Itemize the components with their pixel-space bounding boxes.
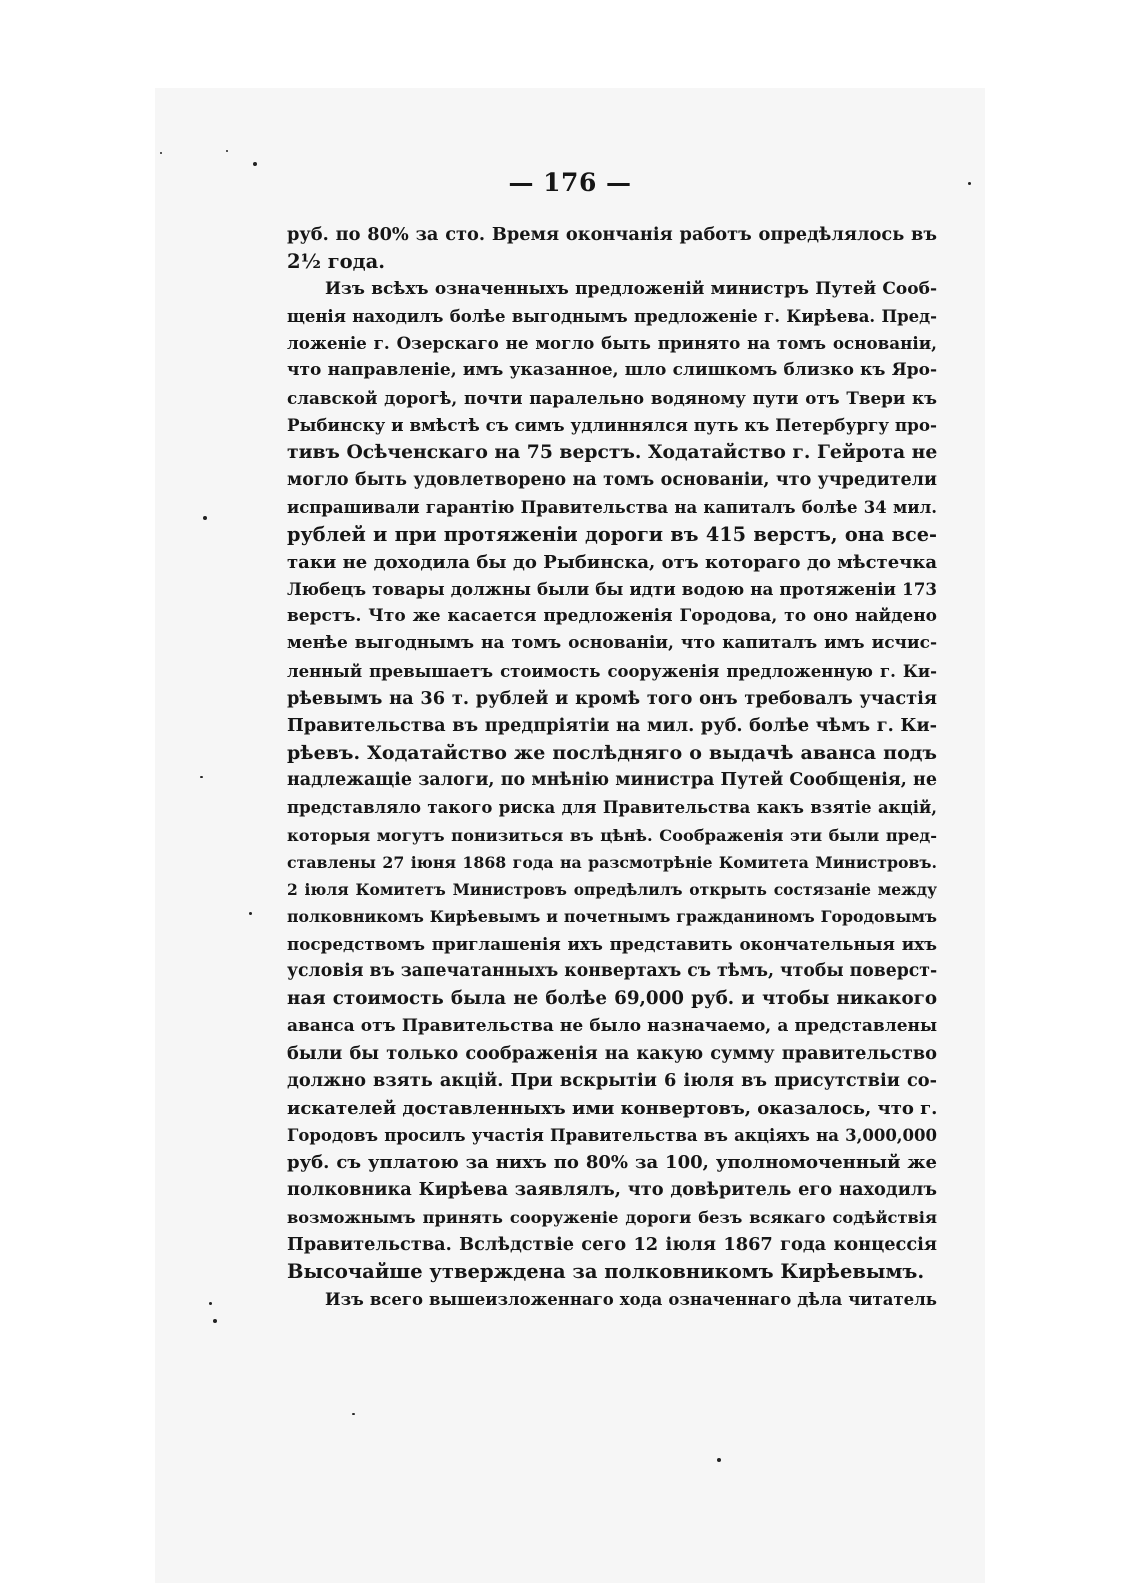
text-line: условія въ запечатанныхъ конвертахъ съ тѣмъ, чтобы поверст- [287, 961, 937, 982]
text-line: 2 іюля Комитетъ Министровъ опредѣлилъ открыть состязаніе между [287, 880, 937, 900]
text-line: возможнымъ принять сооруженіе дороги безъ всякаго содѣйствія [287, 1207, 937, 1227]
text-line: полковникомъ Кирѣевымъ и почетнымъ гражданиномъ Городовымъ [287, 907, 937, 927]
text-line: что направленіе, имъ указанное, шло слишкомъ близко къ Яро- [287, 360, 937, 381]
text-line: руб. съ уплатою за нихъ по 80% за 100, уполномоченный же [287, 1152, 937, 1174]
scan-speck [160, 152, 162, 154]
text-line: руб. по 80% за сто. Время окончанія работъ опредѣлялось въ [287, 224, 937, 245]
text-line: Высочайше утверждена за полковникомъ Кирѣевымъ. [287, 1260, 925, 1284]
text-line: Правительства въ предпріятіи на мил. руб. болѣе чѣмъ г. Ки- [287, 715, 937, 737]
text-line: верстъ. Что же касается предложенія Городова, то оно найдено [287, 606, 937, 627]
text-line: Любецъ товары должны были бы идти водою на протяженіи 173 [287, 578, 937, 599]
text-line: Рыбинску и вмѣстѣ съ симъ удлиннялся путь къ Петербургу про- [287, 415, 937, 436]
text-line: Городовъ просилъ участія Правительства въ акціяхъ на 3,000,000 [287, 1125, 937, 1145]
text-line: щенія находилъ болѣе выгоднымъ предложеніе г. Кирѣева. Пред- [287, 306, 937, 326]
scan-speck [717, 1458, 721, 1462]
scan-speck [200, 776, 203, 778]
text-line: могло быть удовлетворено на томъ основаніи, что учредители [287, 469, 937, 490]
text-line: ная стоимость была не болѣе 69,000 руб. и чтобы никакого [287, 988, 937, 1010]
text-line: должно взять акцій. При вскрытіи 6 іюля въ присутствіи со- [287, 1070, 937, 1092]
text-line: рублей и при протяженіи дороги въ 415 верстъ, она все- [287, 523, 937, 547]
scan-speck [213, 1319, 217, 1323]
body-text [287, 221, 937, 1313]
text-line: посредствомъ приглашенія ихъ представить окончательныя ихъ [287, 933, 937, 954]
text-line: искателей доставленныхъ ими конвертовъ, оказалось, что г. [287, 1097, 937, 1119]
text-line: надлежащіе залоги, по мнѣнію министра Путей Сообщенія, не [287, 769, 937, 790]
text-line: которыя могутъ понизиться въ цѣнѣ. Соображенія эти были пред- [287, 825, 937, 845]
text-line: аванса отъ Правительства не было назначаемо, а представлены [287, 1015, 937, 1036]
text-line: 2½ года. [287, 250, 386, 274]
text-line: Изъ всего вышеизложеннаго хода означеннаго дѣла читатель [325, 1289, 937, 1309]
text-line: представляло такого риска для Правительства какъ взятіе акцій, [287, 798, 937, 818]
text-line: были бы только соображенія на какую сумму правительство [287, 1042, 937, 1064]
text-line: ставлены 27 іюня 1868 года на разсмотрѣніе Комитета Министровъ. [287, 852, 937, 872]
scan-speck [226, 150, 228, 152]
text-line: славской дорогѣ, почти паралельно водяному пути отъ Твери къ [287, 387, 937, 408]
text-line: менѣе выгоднымъ на томъ основаніи, что капиталъ имъ исчис- [287, 633, 937, 654]
text-line: ленный превышаетъ стоимость сооруженія предложенную г. Ки- [287, 661, 937, 681]
text-line: Правительства. Вслѣдствіе сего 12 іюля 1867 года концессія [287, 1233, 937, 1255]
scan-speck [209, 1302, 212, 1305]
text-line: Изъ всѣхъ означенныхъ предложеній министръ Путей Сооб- [325, 278, 937, 299]
text-line: тивъ Осѣченскаго на 75 верстъ. Ходатайство г. Гейрота не [287, 441, 937, 464]
scan-speck [352, 1413, 355, 1415]
text-line: таки не доходила бы до Рыбинска, отъ котораго до мѣстечка [287, 551, 937, 573]
scan-speck [203, 516, 207, 520]
scan-speck [249, 912, 252, 915]
text-line: испрашивали гарантію Правительства на капиталъ болѣе 34 мил. [287, 497, 937, 517]
text-line: рѣевымъ на 36 т. рублей и кромѣ того онъ требовалъ участія [287, 688, 937, 710]
text-line: ложеніе г. Озерскаго не могло быть принято на томъ основаніи, [287, 333, 937, 354]
scan-speck [253, 162, 257, 166]
text-line: полковника Кирѣева заявлялъ, что довѣритель его находилъ [287, 1179, 937, 1201]
text-line: рѣевъ. Ходатайство же послѣдняго о выдачѣ аванса подъ [287, 741, 937, 764]
scan-speck [968, 182, 971, 185]
page-number: — 176 — [508, 168, 632, 197]
